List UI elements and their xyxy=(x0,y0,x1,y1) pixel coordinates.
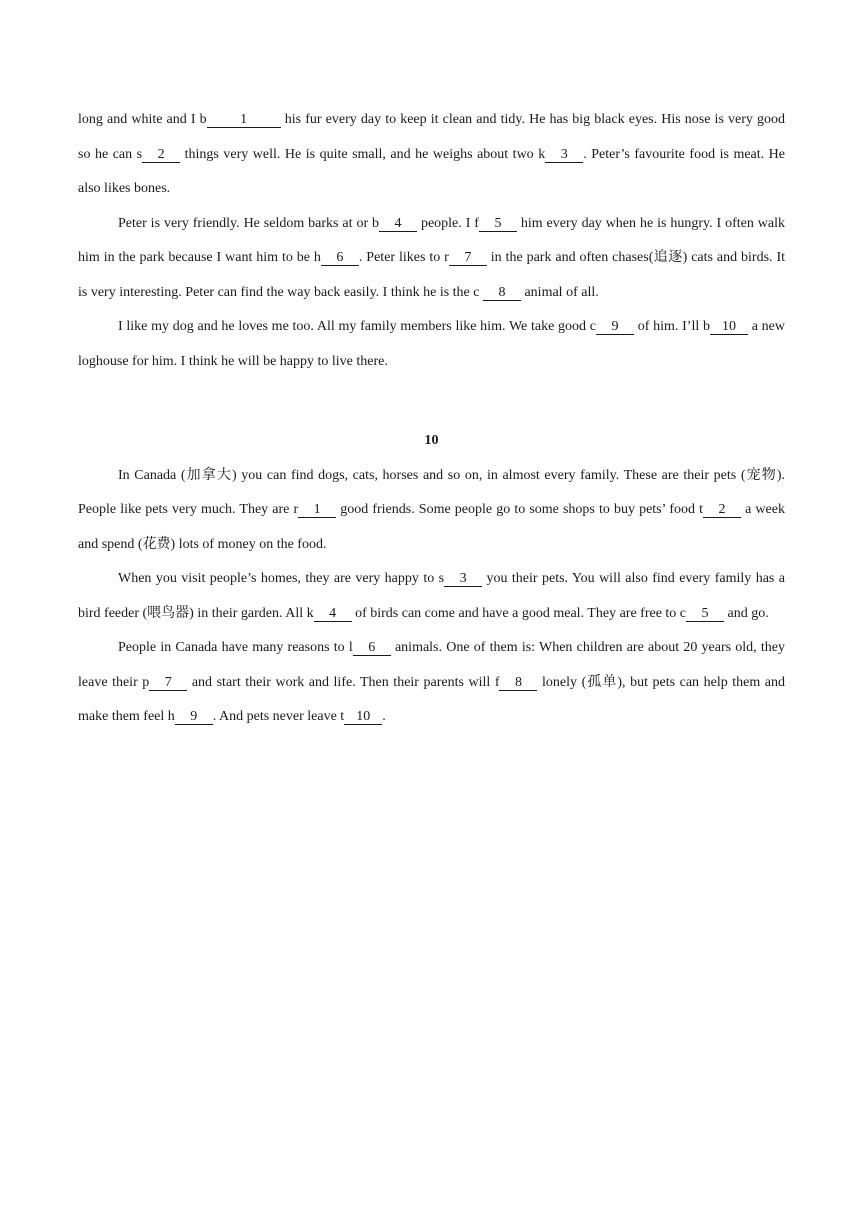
blank-4[interactable]: 4 xyxy=(314,606,352,622)
text: animal of all. xyxy=(520,284,599,300)
text: his fur every day to keep it clean and tidy. He has big black eyes. His nose is very good so he can s xyxy=(78,112,785,162)
text: a new loghouse for him. I think he will be happy to live there. xyxy=(78,319,786,369)
text: in the park and often chases(追逐) cats and birds. It is very interesting. Peter can find the way back easily. I think he is the c xyxy=(78,250,785,300)
text: animals. One of them is: When children are about 20 years old, they leave their p xyxy=(78,640,785,690)
text: things very well. He is quite small, and he weighs about two k xyxy=(180,146,546,162)
blank-5[interactable]: 5 xyxy=(479,216,517,232)
text: . Peter likes to r xyxy=(358,250,449,265)
text: and go. xyxy=(724,605,769,621)
text: people. I f xyxy=(417,215,479,231)
text: long and white and I b xyxy=(78,112,207,127)
blank-7[interactable]: 7 xyxy=(149,675,187,691)
blank-2[interactable]: 2 xyxy=(703,502,741,518)
blank-7[interactable]: 7 xyxy=(449,250,487,266)
text: . xyxy=(382,709,386,724)
blank-4[interactable]: 4 xyxy=(379,216,417,232)
text: a week and spend (花费) lots of money on the food. xyxy=(78,502,785,552)
blank-2[interactable]: 2 xyxy=(142,147,180,163)
blank-6[interactable]: 6 xyxy=(321,250,359,266)
text: Peter is very friendly. He seldom barks at or b xyxy=(118,215,380,231)
blank-10[interactable]: 10 xyxy=(710,319,748,335)
blank-3[interactable]: 3 xyxy=(545,147,583,163)
text: In Canada (加拿大) you can find dogs, cats, horses and so on, in almost every family. These are their pets (宠物). People like pets very much. They are r xyxy=(78,467,785,517)
passage10-paragraph-1 xyxy=(78,459,785,563)
passage9-paragraph-3 xyxy=(78,310,785,379)
passage10-paragraph-2 xyxy=(78,562,785,631)
text: you their pets. You will also find every family has a bird feeder (喂鸟器) in their garden. All k xyxy=(78,571,785,621)
document-page xyxy=(78,103,785,735)
text: . Peter’s favourite food is meat. He also likes bones. xyxy=(78,146,785,196)
blank-9[interactable]: 9 xyxy=(175,709,213,725)
text: and start their work and life. Then their parents will f xyxy=(187,674,500,690)
passage9-paragraph-2 xyxy=(78,207,785,311)
blank-1[interactable]: 1 xyxy=(207,112,281,128)
blank-6[interactable]: 6 xyxy=(353,640,391,656)
blank-3[interactable]: 3 xyxy=(444,571,482,587)
text: When you visit people’s homes, they are very happy to s xyxy=(118,571,445,586)
blank-9[interactable]: 9 xyxy=(596,319,634,335)
text: People in Canada have many reasons to l xyxy=(118,640,353,655)
blank-8[interactable]: 8 xyxy=(499,675,537,691)
blank-5[interactable]: 5 xyxy=(686,606,724,622)
text: lonely (孤单), but pets can help them and make them feel h xyxy=(78,674,786,724)
text: of birds can come and have a good meal. They are free to c xyxy=(351,605,687,621)
text: . And pets never leave t xyxy=(212,709,345,724)
text: I like my dog and he loves me too. All my family members like him. We take good c xyxy=(118,319,596,334)
text: him every day when he is hungry. I often walk him in the park because I want him to be h xyxy=(78,215,785,265)
text: good friends. Some people go to some shops to buy pets’ food t xyxy=(336,502,704,517)
blank-10[interactable]: 10 xyxy=(344,709,382,725)
text: of him. I’ll b xyxy=(634,319,710,334)
passage9-paragraph-1 xyxy=(78,103,785,207)
section-heading: 10 xyxy=(424,433,439,448)
blank-8[interactable]: 8 xyxy=(483,285,521,301)
passage10-paragraph-3 xyxy=(78,631,785,735)
blank-1[interactable]: 1 xyxy=(298,502,336,518)
